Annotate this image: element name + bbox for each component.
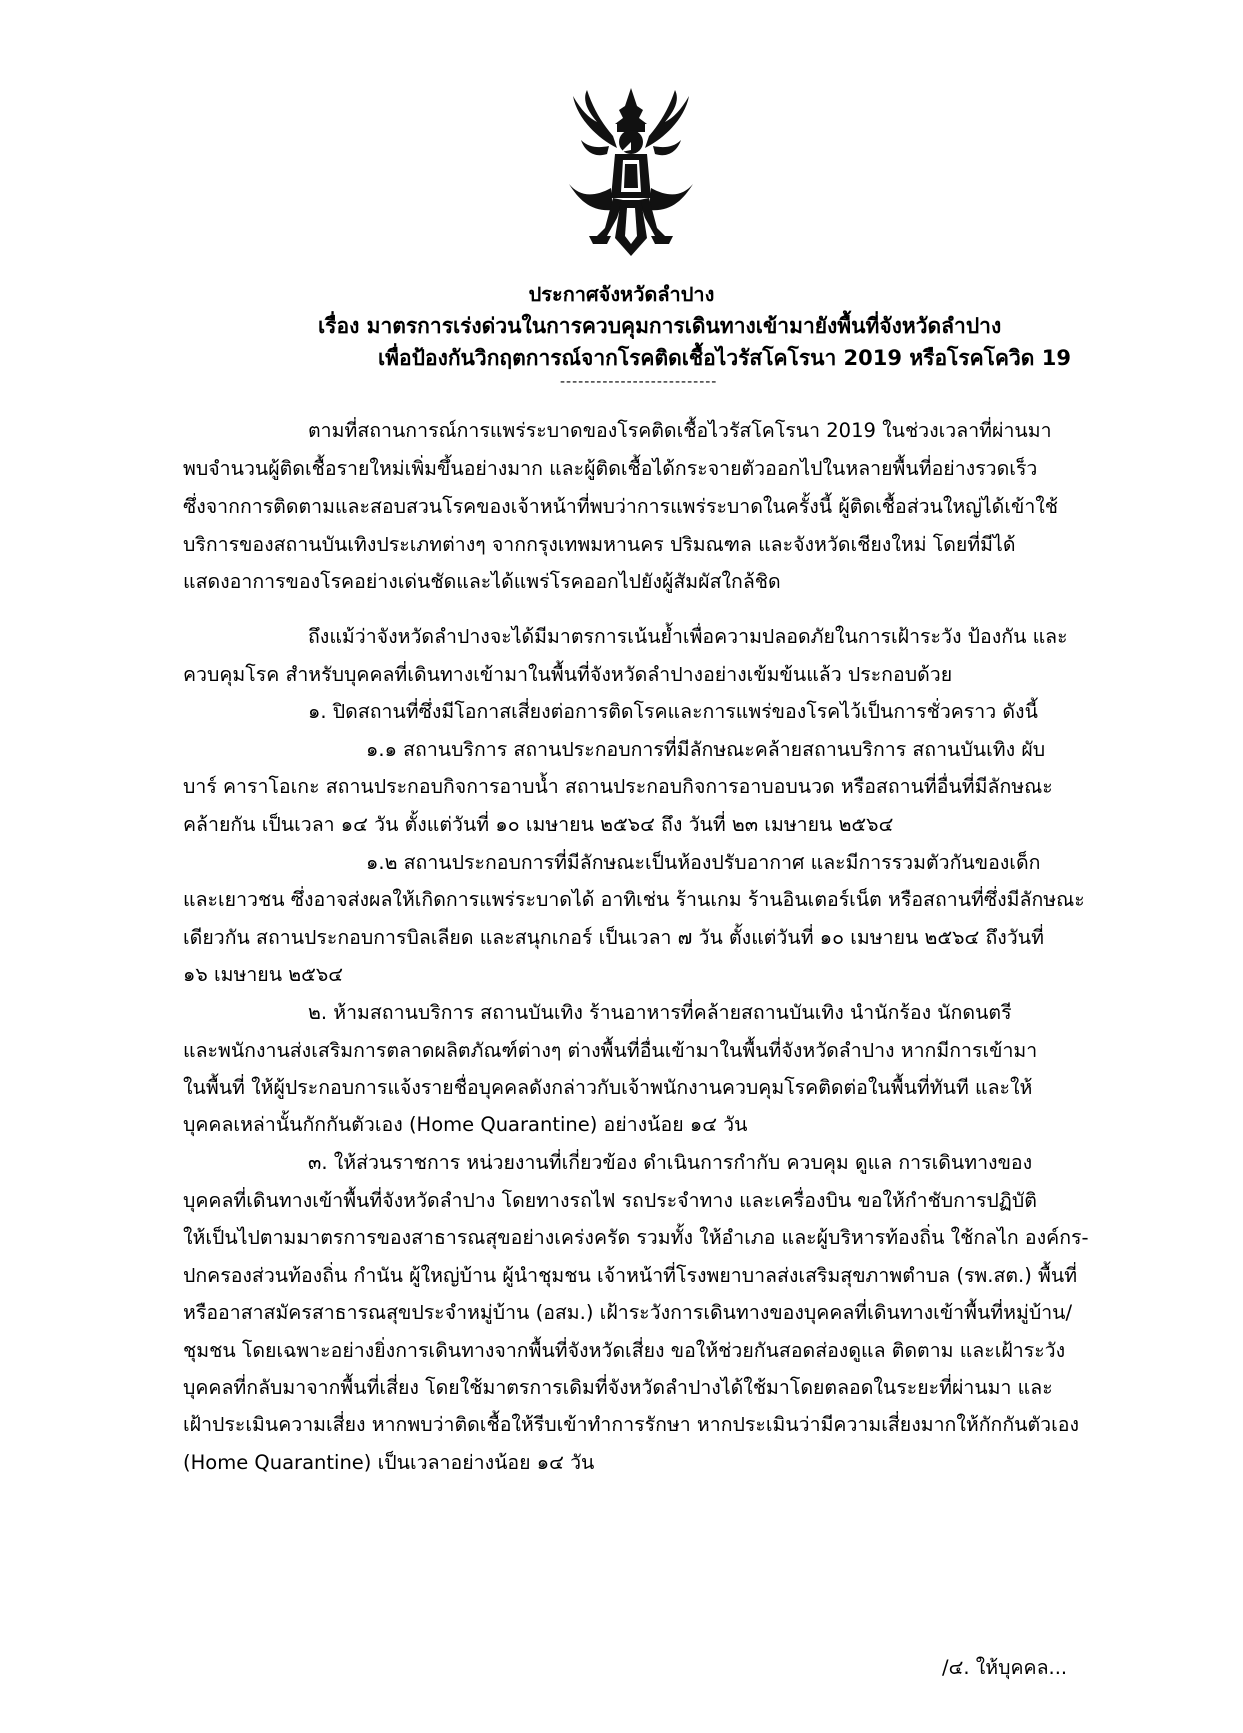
body-line: ในพื้นที่ ให้ผู้ประกอบการแจ้งรายชื่อบุคคลดังกล่าวกับเจ้าพนักงานควบคุมโรคติดต่อในพื้นที่ทันที และให้: [183, 1076, 1033, 1099]
divider: --------------------------: [560, 374, 718, 390]
body-line: ชุมชน โดยเฉพาะอย่างยิ่งการเดินทางจากพื้นที่จังหวัดเสี่ยง ขอให้ช่วยกันสอดส่องดูแล ติดตาม และเฝ้าระวัง: [183, 1339, 1066, 1362]
subject-line-1: เรื่อง มาตรการเร่งด่วนในการควบคุมการเดินทางเข้ามายังพื้นที่จังหวัดลำปาง: [318, 314, 1002, 338]
body-line: (Home Quarantine) เป็นเวลาอย่างน้อย ๑๔ วัน: [183, 1451, 595, 1474]
body-line: บุคคลที่กลับมาจากพื้นที่เสี่ยง โดยใช้มาตรการเดิมที่จังหวัดลำปางได้ใช้มาโดยตลอดในระยะที่ผ่านมา และ: [183, 1376, 1053, 1399]
body-line: ๑. ปิดสถานที่ซึ่งมีโอกาสเสี่ยงต่อการติดโรคและการแพร่ของโรคไว้เป็นการชั่วคราว ดังนี้: [308, 700, 1038, 723]
body-line: คล้ายกัน เป็นเวลา ๑๔ วัน ตั้งแต่วันที่ ๑๐ เมษายน ๒๕๖๔ ถึง วันที่ ๒๓ เมษายน ๒๕๖๔: [183, 813, 894, 836]
announcement-title: ประกาศจังหวัดลำปาง: [528, 282, 715, 306]
body-line: บุคคลเหล่านั้นกักกันตัวเอง (Home Quarantine) อย่างน้อย ๑๔ วัน: [183, 1113, 748, 1136]
body-line: ถึงแม้ว่าจังหวัดลำปางจะได้มีมาตรการเน้นย้ำเพื่อความปลอดภัยในการเฝ้าระวัง ป้องกัน และ: [308, 625, 1068, 648]
body-line: ปกครองส่วนท้องถิ่น กำนัน ผู้ใหญ่บ้าน ผู้นำชุมชน เจ้าหน้าที่โรงพยาบาลส่งเสริมสุขภาพตำบล (รพ.สต.) พื้นที่: [183, 1264, 1078, 1287]
body-line: ๑.๒ สถานประกอบการที่มีลักษณะเป็นห้องปรับอากาศ และมีการรวมตัวกันของเด็ก: [366, 851, 1041, 874]
body-line: ๒. ห้ามสถานบริการ สถานบันเทิง ร้านอาหารที่คล้ายสถานบันเทิง นำนักร้อง นักดนตรี: [308, 1001, 1012, 1024]
body-line: พบจำนวนผู้ติดเชื้อรายใหม่เพิ่มขึ้นอย่างมาก และผู้ติดเชื้อได้กระจายตัวออกไปในหลายพื้นที่อย่างรวดเร็ว: [183, 457, 1038, 480]
body-line: บริการของสถานบันเทิงประเภทต่างๆ จากกรุงเทพมหานคร ปริมณฑล และจังหวัดเชียงใหม่ โดยที่มีได้: [183, 533, 1016, 556]
body-line: บุคคลที่เดินทางเข้าพื้นที่จังหวัดลำปาง โดยทางรถไฟ รถประจำทาง และเครื่องบิน ขอให้กำชับการปฏิบัติ: [183, 1189, 1037, 1212]
body-line: ๑๖ เมษายน ๒๕๖๔: [183, 963, 343, 986]
body-line: เฝ้าประเมินความเสี่ยง หากพบว่าติดเชื้อให้รีบเข้าทำการรักษา หากประเมินว่ามีความเสี่ยงมากให้กักกันตัวเอง: [183, 1413, 1079, 1436]
body-line: ให้เป็นไปตามมาตรการของสาธารณสุขอย่างเคร่งครัด รวมทั้ง ให้อำเภอ และผู้บริหารท้องถิ่น ใช้กลไก องค์กร-: [183, 1226, 1089, 1249]
body-line: บาร์ คาราโอเกะ สถานประกอบกิจการอาบน้ำ สถานประกอบกิจการอาบอบนวด หรือสถานที่อื่นที่มีลักษณะ: [183, 775, 1053, 798]
body-line: แสดงอาการของโรคอย่างเด่นชัดและได้แพร่โรคออกไปยังผู้สัมผัสใกล้ชิด: [183, 570, 781, 593]
body-line: ซึ่งจากการติดตามและสอบสวนโรคของเจ้าหน้าที่พบว่าการแพร่ระบาดในครั้งนี้ ผู้ติดเชื้อส่วนใหญ่ได้เข้าใช้: [183, 495, 1059, 518]
body-line: และเยาวชน ซึ่งอาจส่งผลให้เกิดการแพร่ระบาดได้ อาทิเช่น ร้านเกม ร้านอินเตอร์เน็ต หรือสถานที่ซึ่งมีลักษณะ: [183, 888, 1085, 911]
body-line: ตามที่สถานการณ์การแพร่ระบาดของโรคติดเชื้อไวรัสโคโรนา 2019 ในช่วงเวลาที่ผ่านมา: [308, 419, 1052, 442]
body-line: ๓. ให้ส่วนราชการ หน่วยงานที่เกี่ยวข้อง ดำเนินการกำกับ ควบคุม ดูแล การเดินทางของ: [308, 1151, 1033, 1174]
body-line: หรืออาสาสมัครสาธารณสุขประจำหมู่บ้าน (อสม.) เฝ้าระวังการเดินทางของบุคคลที่เดินทางเข้าพื้นที่หมู่บ้าน/: [183, 1301, 1073, 1324]
page-continuation: /๔. ให้บุคคล...: [942, 1656, 1068, 1679]
garuda-emblem-icon: [567, 88, 695, 264]
subject-line-2: เพื่อป้องกันวิกฤตการณ์จากโรคติดเชื้อไวรัสโคโรนา 2019 หรือโรคโควิด 19: [378, 346, 1071, 370]
body-line: ๑.๑ สถานบริการ สถานประกอบการที่มีลักษณะคล้ายสถานบริการ สถานบันเทิง ผับ: [366, 738, 1046, 761]
body-line: ควบคุมโรค สำหรับบุคคลที่เดินทางเข้ามาในพื้นที่จังหวัดลำปางอย่างเข้มข้นแล้ว ประกอบด้วย: [183, 663, 953, 686]
body-line: เดียวกัน สถานประกอบการบิลเลียด และสนุกเกอร์ เป็นเวลา ๗ วัน ตั้งแต่วันที่ ๑๐ เมษายน ๒๕๖๔ ถึงวันที่: [183, 926, 1044, 949]
body-line: และพนักงานส่งเสริมการตลาดผลิตภัณฑ์ต่างๆ ต่างพื้นที่อื่นเข้ามาในพื้นที่จังหวัดลำปาง หากมีการเข้ามา: [183, 1039, 1038, 1062]
